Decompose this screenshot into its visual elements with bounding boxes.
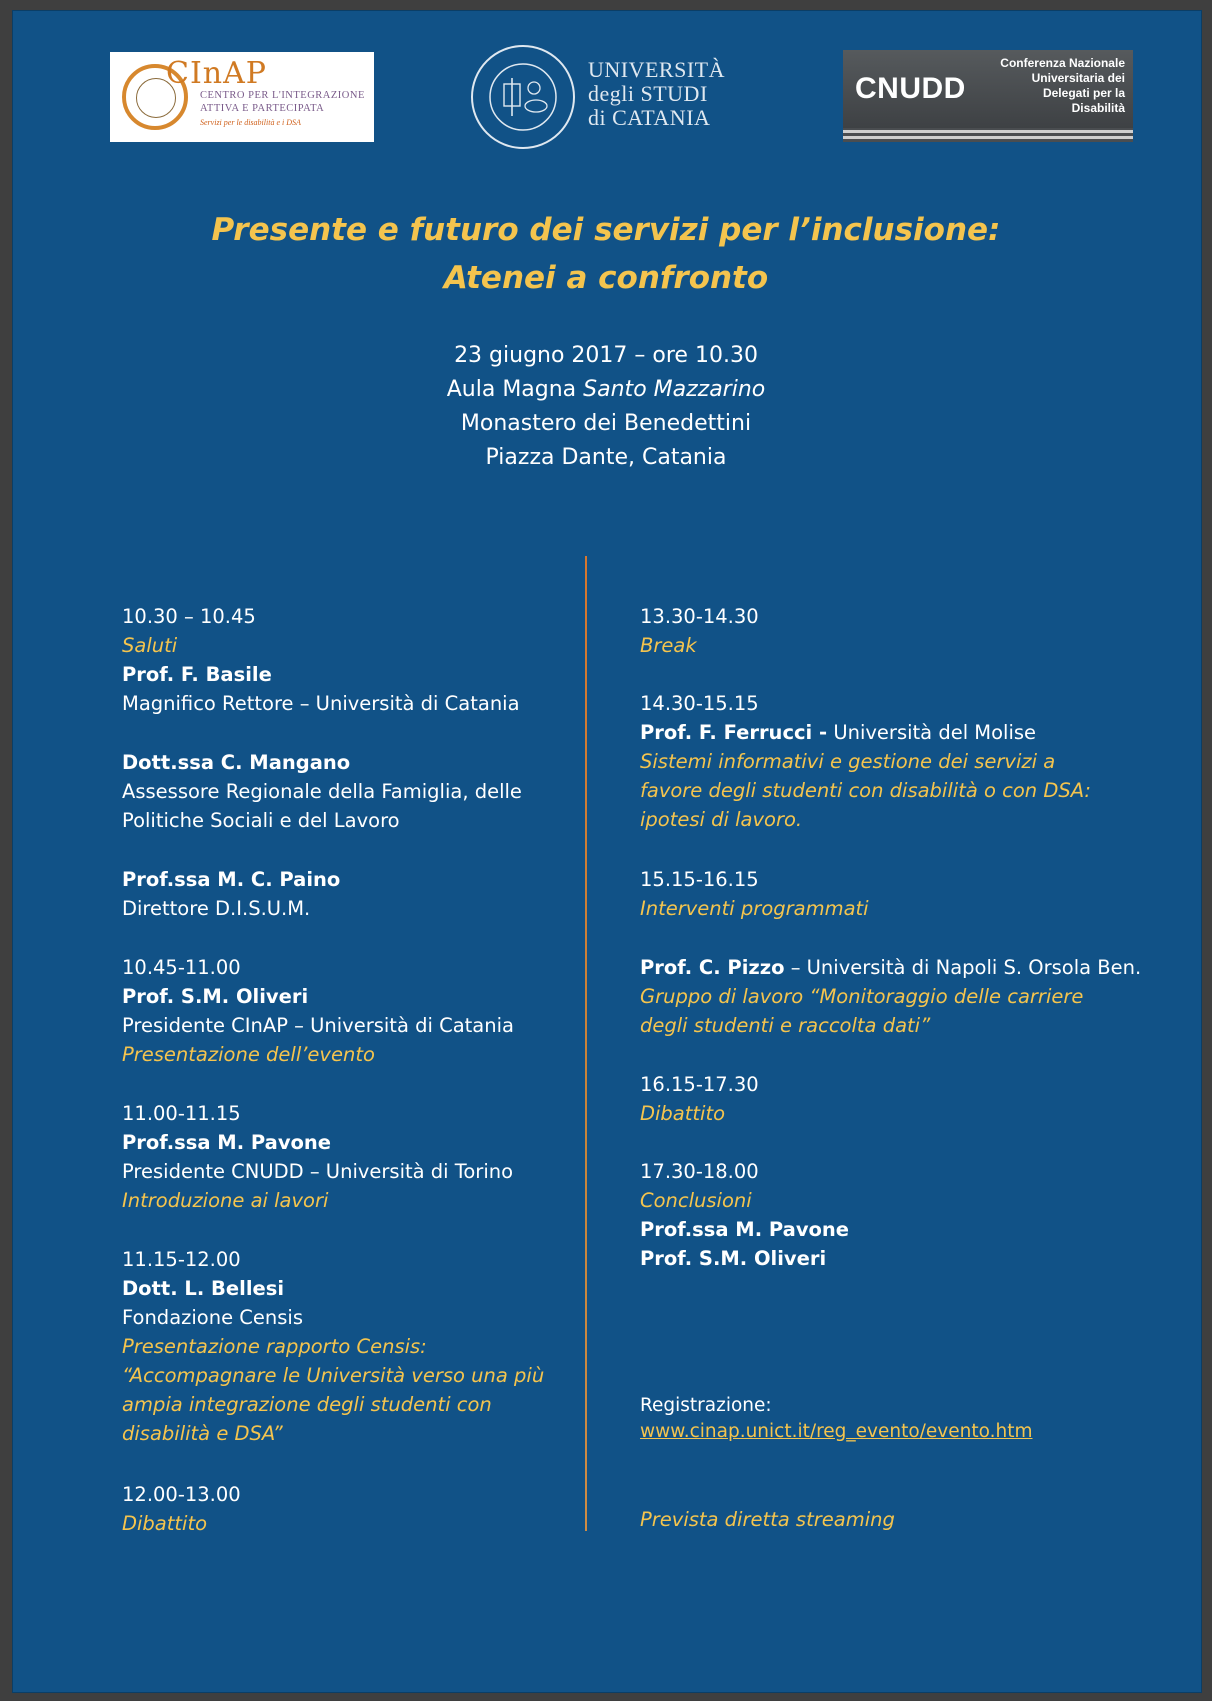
session-label: Sistemi informativi e gestione dei servizi a [640, 750, 1056, 773]
unict-logo-line2: degli STUDI [588, 81, 708, 106]
session-label: Interventi programmati [640, 897, 869, 920]
venue-prefix: Aula Magna [446, 377, 584, 402]
registration-link[interactable]: www.cinap.unict.it/reg_evento/evento.htm [640, 1421, 1033, 1442]
event-venue-line3: Piazza Dante, Catania [485, 445, 727, 470]
speaker-name: Prof. S.M. Oliveri [640, 1247, 827, 1270]
cnudd-sub-line3: Delegati per la [1042, 86, 1125, 100]
speaker-name: Prof. S.M. Oliveri [122, 985, 309, 1008]
speaker-name: Prof.ssa M. C. Paino [122, 868, 341, 891]
unict-logo-line1: UNIVERSITÀ [588, 57, 725, 82]
speaker-name: Prof.ssa M. Pavone [122, 1131, 332, 1154]
cinap-logo-line2: ATTIVA E PARTECIPATA [200, 103, 325, 114]
cinap-logo-line1: CENTRO PER L'INTEGRAZIONE [200, 90, 365, 101]
speaker-name: Dott.ssa C. Mangano [122, 751, 351, 774]
speaker-role: Assessore Regionale della Famiglia, delle [122, 780, 522, 803]
session-label: Presentazione dell’evento [122, 1043, 375, 1066]
session-time: 13.30-14.30 [640, 605, 759, 628]
speaker-affiliation: Università del Molise [827, 721, 1037, 744]
speaker-name: Prof. F. Ferrucci - [640, 721, 828, 744]
unict-logo [470, 44, 770, 154]
speaker-role: Presidente CNUDD – Università di Torino [122, 1160, 514, 1183]
cnudd-logo [843, 50, 1133, 142]
speaker-line [640, 721, 1036, 745]
cnudd-logo-subtitle [1000, 56, 1125, 116]
cnudd-sub-line4: Disabilità [1071, 101, 1125, 115]
session-time: 15.15-16.15 [640, 868, 759, 891]
speaker-line [640, 956, 1141, 980]
speaker-name: Prof. F. Basile [122, 663, 272, 686]
cnudd-sub-line2: Universitaria dei [1031, 71, 1125, 85]
session-time: 12.00-13.00 [122, 1483, 241, 1506]
speaker-role: Magnifico Rettore – Università di Catania [122, 692, 520, 715]
session-label: favore degli studenti con disabilità o con DSA: [640, 779, 1091, 802]
event-venue [0, 377, 1212, 402]
session-time: 16.15-17.30 [640, 1073, 759, 1096]
speaker-role: Politiche Sociali e del Lavoro [122, 809, 400, 832]
cnudd-logo-name: CNUDD [855, 72, 966, 105]
session-time: 11.00-11.15 [122, 1102, 241, 1125]
event-date: 23 giugno 2017 – ore 10.30 [454, 343, 758, 368]
session-label: Presentazione rapporto Censis: [122, 1335, 427, 1358]
session-time: 10.30 – 10.45 [122, 605, 256, 628]
cnudd-logo-stripe [843, 130, 1133, 133]
session-time: 17.30-18.00 [640, 1160, 759, 1183]
session-label: Break [640, 634, 697, 657]
session-label: Introduzione ai lavori [122, 1189, 329, 1212]
session-label: Dibattito [640, 1102, 726, 1125]
speaker-role: Direttore D.I.S.U.M. [122, 897, 311, 920]
session-label: ampia integrazione degli studenti con [122, 1393, 492, 1416]
session-label: Conclusioni [640, 1189, 752, 1212]
speaker-role: Presidente CInAP – Università di Catania [122, 1014, 514, 1037]
cinap-logo [110, 52, 374, 142]
speaker-role: Fondazione Censis [122, 1306, 303, 1329]
session-label: disabilità e DSA” [122, 1422, 283, 1445]
session-label: “Accompagnare le Università verso una più [122, 1364, 545, 1387]
speaker-name: Prof.ssa M. Pavone [640, 1218, 850, 1241]
cinap-logo-name: CInAP [166, 56, 267, 91]
column-divider [585, 556, 587, 1531]
unict-logo-line3: di CATANIA [588, 105, 711, 130]
session-time: 10.45-11.00 [122, 956, 241, 979]
speaker-affiliation: – Università di Napoli S. Orsola Ben. [784, 956, 1142, 979]
speaker-name: Dott. L. Bellesi [122, 1277, 285, 1300]
event-title-line1: Presente e futuro dei servizi per l’inclusione: [211, 212, 1001, 248]
session-label: degli studenti e raccolta dati” [640, 1014, 931, 1037]
session-label: Gruppo di lavoro “Monitoraggio delle carriere [640, 985, 1084, 1008]
unict-seal-icon [470, 44, 576, 150]
session-label: Dibattito [122, 1512, 208, 1535]
session-time: 11.15-12.00 [122, 1248, 241, 1271]
cnudd-sub-line1: Conferenza Nazionale [1000, 56, 1125, 70]
session-label: Saluti [122, 634, 178, 657]
venue-name: Santo Mazzarino [583, 377, 766, 402]
cinap-logo-line3: Servizi per le disabilità e i DSA [200, 118, 301, 127]
session-label: ipotesi di lavoro. [640, 808, 803, 831]
registration-label: Registrazione: [640, 1395, 772, 1416]
event-venue-line2: Monastero dei Benedettini [460, 411, 752, 436]
streaming-note: Prevista diretta streaming [640, 1508, 895, 1531]
cnudd-logo-stripe [843, 136, 1133, 139]
speaker-name: Prof. C. Pizzo [640, 956, 785, 979]
session-time: 14.30-15.15 [640, 692, 759, 715]
event-title-line2: Atenei a confronto [443, 260, 769, 296]
